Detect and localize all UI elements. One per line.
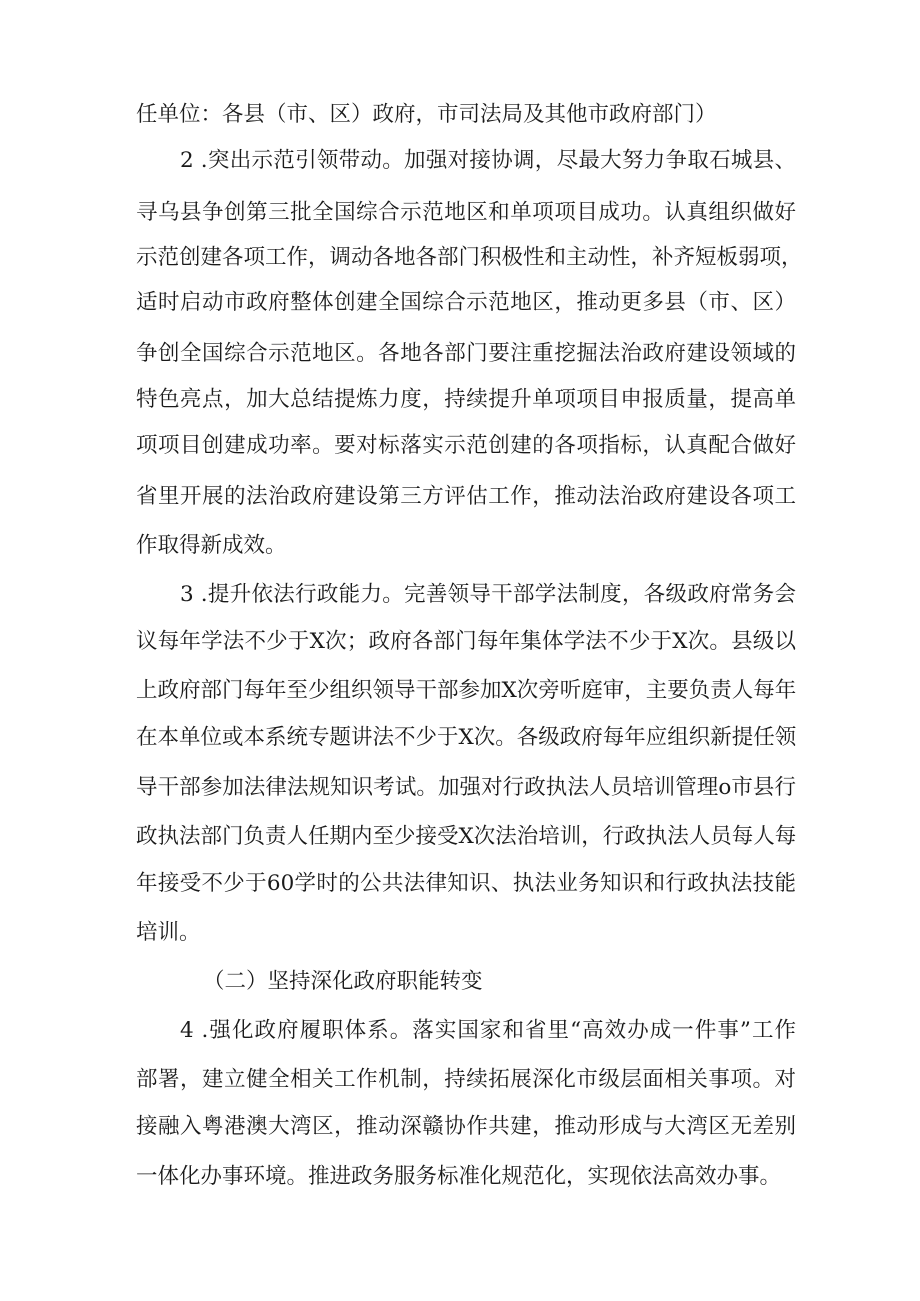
- paragraph-3-line-3: 上政府部门每年至少组织领导干部参加X次旁听庭审，主要负责人每年: [136, 678, 797, 703]
- paragraph-4-line-1: 4 .强化政府履职体系。落实国家和省里“高效办成一件事”工作: [180, 1018, 796, 1043]
- section-heading: （二）坚持深化政府职能转变: [203, 969, 483, 994]
- paragraph-2-line-8: 省里开展的法治政府建设第三方评估工作，推动法治政府建设各项工: [136, 484, 796, 509]
- paragraph-3-line-5: 导干部参加法律法规知识考试。加强对行政执法人员培训管理o市县行: [136, 775, 796, 800]
- paragraph-4-line-4: 一体化办事环境。推进政务服务标准化规范化，实现依法高效办事。: [136, 1164, 782, 1189]
- paragraph-4-line-3: 接融入粤港澳大湾区，推动深赣协作共建，推动形成与大湾区无差别: [136, 1114, 796, 1139]
- paragraph-3-line-1: 3 .提升依法行政能力。完善领导干部学法制度，各级政府常务会: [180, 582, 796, 607]
- paragraph-4-line-2: 部署，建立健全相关工作机制，持续拓展深化市级层面相关事项。对: [136, 1067, 796, 1092]
- paragraph-3-line-6: 政执法部门负责人任期内至少接受X次法治培训，行政执法人员每人每: [136, 824, 797, 849]
- paragraph-2-line-6: 特色亮点，加大总结提炼力度，持续提升单项项目申报质量，提高单: [136, 387, 796, 412]
- paragraph-2-line-5: 争创全国综合示范地区。各地各部门要注重挖掘法治政府建设领域的: [136, 341, 796, 366]
- paragraph-2-line-7: 项项目创建成功率。要对标落实示范创建的各项指标，认真配合做好: [136, 433, 796, 458]
- paragraph-2-line-2: 寻乌县争创第三批全国综合示范地区和单项项目成功。认真组织做好: [136, 200, 796, 225]
- paragraph-2-line-1: 2 .突出示范引领带动。加强对接协调，尽最大努力争取石城县、: [180, 148, 796, 173]
- paragraph-3-line-4: 在本单位或本系统专题讲法不少于X次。各级政府每年应组织新提任领: [136, 725, 797, 750]
- text-line-1: 任单位：各县（市、区）政府，市司法局及其他市政府部门）: [136, 102, 717, 127]
- paragraph-2-line-4: 适时启动市政府整体创建全国综合示范地区，推动更多县（市、区）: [136, 290, 796, 315]
- paragraph-3-line-7: 年接受不少于60学时的公共法律知识、执法业务知识和行政执法技能: [136, 871, 796, 896]
- paragraph-3-line-2: 议每年学法不少于X次；政府各部门每年集体学法不少于X次。县级以: [136, 629, 796, 654]
- paragraph-3-line-8: 培训。: [136, 920, 201, 945]
- paragraph-2-line-3: 示范创建各项工作，调动各地各部门积极性和主动性，补齐短板弱项，: [136, 245, 803, 270]
- paragraph-2-line-9: 作取得新成效。: [136, 533, 287, 558]
